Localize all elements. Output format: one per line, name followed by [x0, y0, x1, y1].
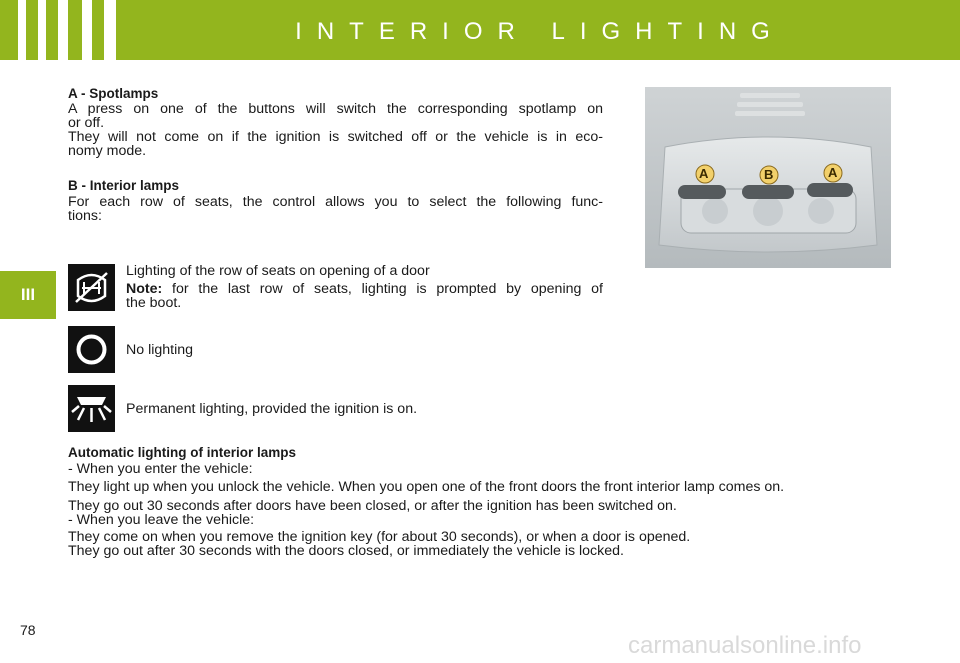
chapter-tab: III	[0, 271, 56, 319]
enter-vehicle-text: They go out 30 seconds after doors have been closed, or after the ignition has been switched on.	[68, 498, 677, 514]
page-title: INTERIOR LIGHTING	[295, 18, 785, 45]
interior-lamps-text-line: tions:	[68, 208, 102, 224]
automatic-lighting-heading: Automatic lighting of interior lamps	[68, 445, 297, 460]
no-lighting-icon	[68, 326, 115, 373]
leave-vehicle-text: They come on when you remove the ignition key (for about 30 seconds), or when a door is opened.	[68, 529, 691, 545]
no-lighting-text: No lighting	[126, 342, 194, 358]
spotlamps-text-line: They will not come on if the ignition is switched off or the vehicle is in eco-	[68, 129, 603, 145]
interior-lamps-heading: B - Interior lamps	[68, 178, 180, 193]
leave-vehicle-heading: - When you leave the vehicle:	[68, 512, 255, 528]
header-stripe	[38, 0, 46, 60]
watermark: carmanualsonline.info	[628, 632, 862, 659]
page-number: 78	[20, 622, 36, 638]
photo-label-a: A	[699, 166, 709, 181]
spotlamps-text-line: or off.	[68, 115, 105, 131]
door-lighting-note	[126, 282, 603, 297]
door-lighting-note-line: the boot.	[126, 295, 182, 311]
photo-label-b: B	[764, 167, 774, 182]
ceiling-lamp-photo	[645, 87, 891, 268]
permanent-lighting-icon	[68, 385, 115, 432]
permanent-lighting-text: Permanent lighting, provided the ignition is on.	[126, 401, 418, 417]
header-band	[0, 0, 960, 60]
door-lighting-icon	[68, 264, 115, 311]
enter-vehicle-heading: - When you enter the vehicle:	[68, 461, 253, 477]
spotlamps-heading: A - Spotlamps	[68, 86, 159, 101]
note-label: Note:	[126, 281, 163, 297]
header-stripe	[18, 0, 26, 60]
header-stripe	[58, 0, 68, 60]
leave-vehicle-text: They go out after 30 seconds with the doors closed, or immediately the vehicle is locked.	[68, 543, 624, 559]
note-text: for the last row of seats, lighting is prompted by opening of	[172, 281, 603, 297]
enter-vehicle-text: They light up when you unlock the vehicle. When you open one of the front doors the front interior lamp comes on.	[68, 479, 785, 495]
photo-label-a: A	[828, 165, 838, 180]
header-stripe	[104, 0, 116, 60]
spotlamps-text-line: nomy mode.	[68, 143, 147, 159]
spotlamps-text-line: A press on one of the buttons will switch the corresponding spotlamp on	[68, 101, 603, 117]
interior-lamps-text-line: For each row of seats, the control allows you to select the following func-	[68, 194, 603, 210]
header-stripe	[82, 0, 92, 60]
door-lighting-text: Lighting of the row of seats on opening of a door	[126, 263, 430, 279]
